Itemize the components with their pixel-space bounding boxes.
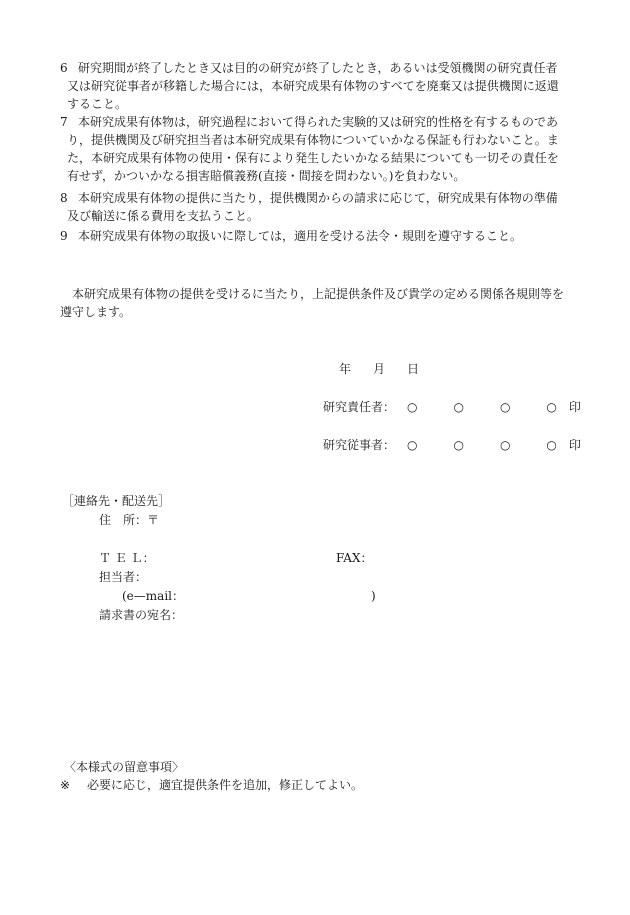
staff-name-placeholder: ○ ○ ○ ○ bbox=[407, 438, 569, 452]
condition-text: 研究期間が終了したとき又は目的の研究が終了したとき，あるいは受領機関の研究責任者 bbox=[78, 61, 558, 75]
condition-9 bbox=[60, 227, 570, 245]
seal-mark: 印 bbox=[568, 438, 581, 452]
notes-heading: 〈本様式の留意事項〉 bbox=[64, 760, 185, 774]
condition-text: り，提供機関及び研究担当者は本研究成果有体物についていかなる保証も行わないこと。ま bbox=[67, 133, 559, 147]
condition-number: 6 bbox=[60, 61, 68, 75]
condition-text: た，本研究成果有体物の使用・保有により発生したいかなる結果についても一切その責任を bbox=[67, 151, 559, 165]
condition-text: すること。 bbox=[67, 97, 128, 111]
fax-label: FAX： bbox=[336, 551, 373, 565]
agreement-line: 遵守します。 bbox=[60, 305, 132, 319]
staff-label: 研究従事者： bbox=[323, 438, 396, 452]
condition-text: 及び輸送に係る費用を支払うこと。 bbox=[67, 209, 260, 223]
researcher-signature-row bbox=[323, 398, 581, 416]
email-label: (e—mail： bbox=[122, 589, 184, 603]
date-day-label: 日 bbox=[407, 362, 420, 376]
condition-8 bbox=[60, 189, 570, 225]
condition-text: 又は研究従事者が移籍した場合には，本研究成果有体物のすべてを廃棄又は提供機関に返還 bbox=[67, 79, 559, 93]
seal-mark: 印 bbox=[568, 400, 581, 414]
date-month-label: 月 bbox=[373, 362, 386, 376]
researcher-label: 研究責任者： bbox=[323, 400, 396, 414]
condition-6 bbox=[60, 59, 570, 113]
agreement-line: 本研究成果有体物の提供を受けるに当たり，上記提供条件及び貴学の定める関係各規則等を bbox=[60, 287, 565, 301]
agreement-statement bbox=[60, 285, 570, 321]
email-close-paren: ) bbox=[371, 589, 376, 603]
note-mark: ※ bbox=[60, 778, 71, 792]
researcher-name-placeholder: ○ ○ ○ ○ bbox=[407, 400, 569, 414]
invoice-addressee-label: 請求書の宛名： bbox=[99, 608, 184, 622]
condition-7 bbox=[60, 113, 570, 185]
condition-number: 9 bbox=[60, 229, 68, 243]
condition-text: 有せず，かついかなる損害賠償義務(直接・間接を問わない。)を負わない。 bbox=[67, 169, 466, 183]
note-text: 必要に応じ，適宜提供条件を追加，修正してよい。 bbox=[87, 778, 364, 792]
condition-text: 本研究成果有体物は，研究過程において得られた実験的又は研究的性格を有するものであ bbox=[78, 115, 559, 129]
condition-number: 8 bbox=[60, 191, 68, 205]
address-label: 住 所：〒 bbox=[99, 513, 160, 527]
tel-label: Ｔ Ｅ Ｌ： bbox=[99, 551, 155, 565]
contact-heading: ［連絡先・配送先］ bbox=[62, 494, 171, 508]
condition-text: 本研究成果有体物の提供に当たり，提供機関からの請求に応じて，研究成果有体物の準備 bbox=[78, 191, 558, 205]
staff-signature-row bbox=[323, 436, 581, 454]
person-in-charge-label: 担当者： bbox=[99, 570, 148, 584]
date-year-label: 年 bbox=[339, 362, 352, 376]
condition-number: 7 bbox=[60, 115, 68, 129]
condition-text: 本研究成果有体物の取扱いに際しては，適用を受ける法令・規則を遵守すること。 bbox=[78, 229, 523, 243]
